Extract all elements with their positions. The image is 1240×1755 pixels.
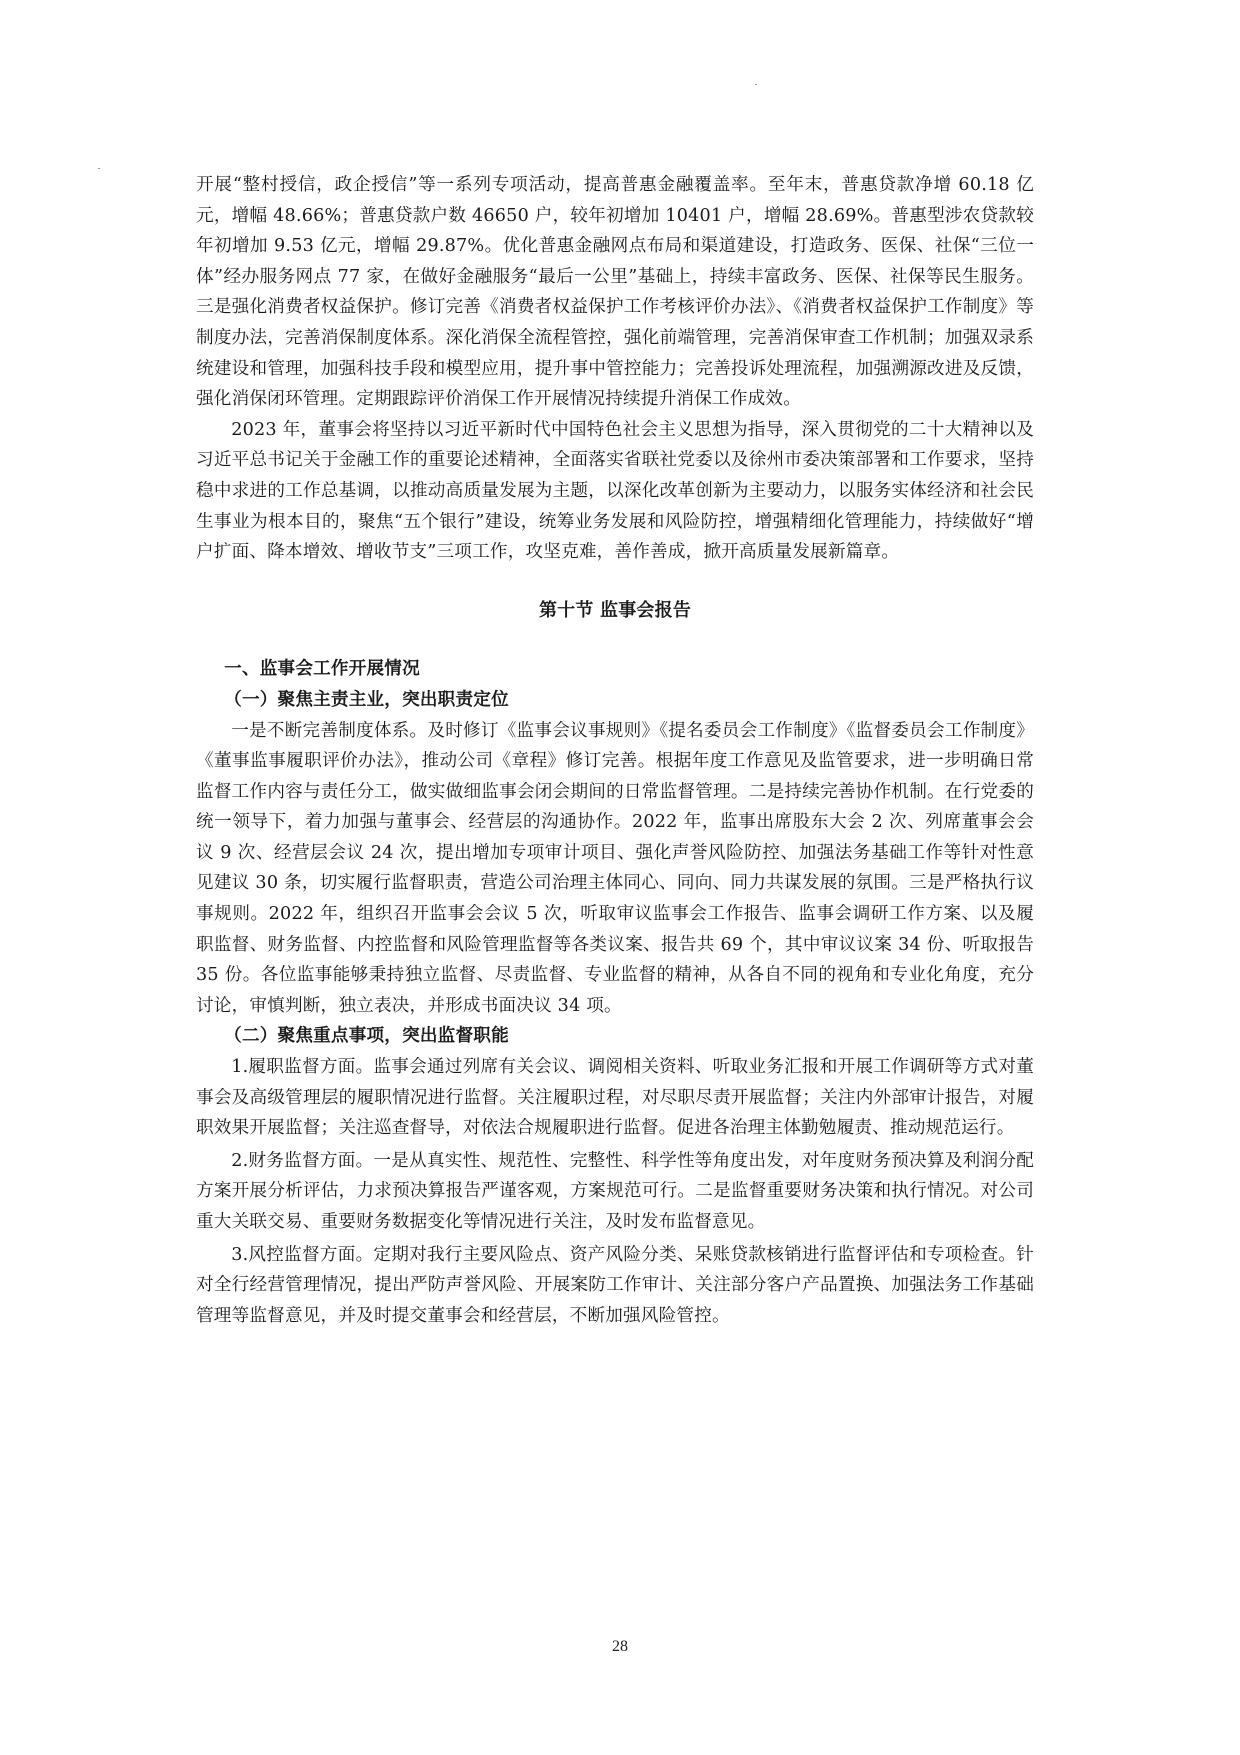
outlook-paragraph: 2023 年，董事会将坚持以习近平新时代中国特色社会主义思想为指导，深入贯彻党的二十大精神以及习近平总书记关于金融工作的重要论述精神，全面落实省联社党委以及徐州市委决策部署和工作要求，坚持稳中求进的工作总基调，以推动高质量发展为主题，以深化改革创新为主要动力，以服务实体经济和社会民生事业为根本目的，聚焦“五个银行”建设，统筹业务发展和风险防控，增强精细化管理能力，持续做好“增户扩面、降本增效、增收节支”三项工作，攻坚克难，善作善成，掀开高质量发展新篇章。 xyxy=(196,419,1034,563)
paragraph-system-improvement: 一是不断完善制度体系。及时修订《监事会议事规则》《提名委员会工作制度》《监督委员会工作制度》《董事监事履职评价办法》，推动公司《章程》修订完善。根据年度工作意见及监管要求，进一步明确日常监督工作内容与责任分工，做实做细监事会闭会期间的日常监督管理。二是持续完善协作机制。在行党委的统一领导下，着力加强与董事会、经营层的沟通协作。2022 年，监事出席股东大会 2 次、列席董事会会议 9 次、经营层会议 24 次，提出增加专项审计项目、强化声誉风险防控、加强法务基础工作等针对性意见建议 30 条，切实履行监督职责，营造公司治理主体同心、同向、同力共谋发展的氛围。三是严格执行议事规则。2022 年，组织召开监事会会议 5 次，听取审议监事会工作报告、监事会调研工作方案、以及履职监督、财务监督、内控监督和风险管理监督等各类议案、报告共 69 个，其中审议议案 34 份、听取报告 35 份。各位监事能够秉持独立监督、尽责监督、专业监督的精神，从各自不同的视角和专业化角度，充分讨论，审慎判断，独立表决，并形成书面决议 34 项。 xyxy=(196,720,1034,1016)
paragraph-risk-supervision: 3.风控监督方面。定期对我行主要风险点、资产风险分类、呆账贷款核销进行监督评估和专项检查。针对全行经营管理情况，提出严防声誉风险、开展案防工作审计、关注部分客户产品置换、加强法务工作基础管理等监督意见，并及时提交董事会和经营层，不断加强风险管控。 xyxy=(196,1244,1034,1326)
intro-paragraph: 开展“整村授信，政企授信”等一系列专项活动，提高普惠金融覆盖率。至年末，普惠贷款净增 60.18 亿元，增幅 48.66%；普惠贷款户数 46650 户，较年初增加 10401 户，增幅 28.69%。普惠型涉农贷款较年初增加 9.53 亿元，增幅 29.87%。优化普惠金融网点布局和渠道建设，打造政务、医保、社保“三位一体”经办服务网点 77 家，在做好金融服务“最后一公里”基础上，持续丰富政务、医保、社保等民生服务。三是强化消费者权益保护。修订完善《消费者权益保护工作考核评价办法》、《消费者权益保护工作制度》等制度办法，完善消保制度体系。深化消保全流程管控，强化前端管理，完善消保审查工作机制；加强双录系统建设和管理，加强科技手段和模型应用，提升事中管控能力；完善投诉处理流程，加强溯源改进及反馈，强化消保闭环管理。定期跟踪评价消保工作开展情况持续提升消保工作成效。 xyxy=(196,175,1034,410)
paragraph-duty-supervision: 1.履职监督方面。监事会通过列席有关会议、调阅相关资料、听取业务汇报和开展工作调研等方式对董事会及高级管理层的履职情况进行监督。关注履职过程，对尽职尽责开展监督；关注内外部审计报告，对履职效果开展监督；关注巡查督导，对依法合规履职进行监督。促进各治理主体勤勉履责、推动规范运行。 xyxy=(196,1057,1034,1139)
subheading-key-matters: （二）聚焦重点事项，突出监督职能 xyxy=(224,1026,509,1047)
scan-speck xyxy=(755,84,757,85)
subheading-main-responsibilities: （一）聚焦主责主业，突出职责定位 xyxy=(224,689,509,710)
page-number: 28 xyxy=(612,1638,628,1655)
heading-supervisory-board-work: 一、监事会工作开展情况 xyxy=(224,659,420,680)
paragraph-financial-supervision: 2.财务监督方面。一是从真实性、规范性、完整性、科学性等角度出发，对年度财务预决算及利润分配方案开展分析评估，力求预决算报告严谨客观，方案规范可行。二是监督重要财务决策和执行情况。对公司重大关联交易、重要财务数据变化等情况进行关注，及时发布监督意见。 xyxy=(196,1150,1034,1232)
section-title: 第十节 监事会报告 xyxy=(538,599,692,621)
scan-speck xyxy=(98,168,100,169)
document-body xyxy=(196,170,1034,1331)
